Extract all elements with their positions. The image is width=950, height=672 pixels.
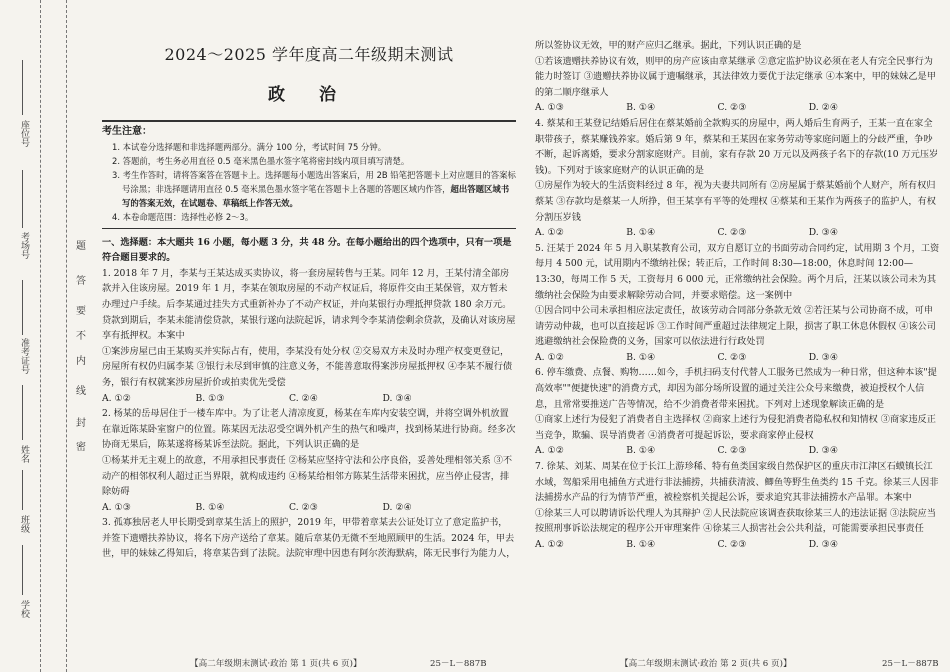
class-label: 班级: [19, 515, 29, 533]
question-stem: 所以签协议无效，甲的财产应归乙继承。据此，下列认识正确的是: [535, 40, 802, 51]
option-c[interactable]: C. ②③: [717, 539, 747, 550]
binding-line: [40, 0, 41, 672]
school-label: 学校: [19, 600, 29, 618]
notice-emphasis: 超出答题区域书写的答案无效，在试题卷、草稿纸上作答无效。: [122, 183, 510, 208]
question-3-continued: [535, 38, 940, 116]
notice-item: 4. 本卷命题范围：选择性必修 2～3。: [112, 211, 254, 222]
option-b[interactable]: B. ①④: [626, 351, 656, 363]
page-1: [102, 0, 516, 562]
page-2-code: 25－L－887B: [882, 659, 939, 669]
name-label: 姓名: [19, 445, 29, 463]
section-title: 一、选择题：本大题共 16 小题，每小题 3 分，共 48 分。在每小题给出的四个选项中，只有一项是符合题目要求的。: [102, 236, 512, 264]
option-b[interactable]: B. ①④: [626, 445, 656, 457]
option-a[interactable]: A. ①②: [535, 445, 564, 457]
notice-item: 2. 答题前，考生务必用直径 0.5 毫米黑色墨水签字笔将密封线内项目填写清楚。: [112, 155, 410, 166]
subject-title: 政 治: [268, 85, 350, 105]
question-choices: ①房屋作为较大的生活资料经过 8 年，视为夫妻共同所有 ②房屋属于蔡某婚前个人财产，所有权归蔡某 ③存款均是蔡某一人所挣，但王某享有平等的处理权 ④蔡某和王某作为两孩子的监护人，有权分割压岁钱: [535, 180, 936, 223]
question-choices: ①若该遗赠扶养协议有效，则甲的房产应该由章某继承 ②意定监护协议必须在老人有完全民事行为能力时签订 ③遗赠扶养协议属于遗嘱继承，其法律效力要优于法定继承 ④本案中，甲的妹妹乙是甲的第二顺序继承人: [535, 55, 936, 98]
answer-options: [102, 391, 516, 407]
option-a[interactable]: A. ①③: [535, 102, 564, 114]
option-c[interactable]: C. ②③: [717, 102, 747, 114]
option-c[interactable]: C. ②③: [717, 445, 747, 457]
question-6: [535, 365, 940, 459]
exam-title: 2024～2025 学年度高二年级期末测试: [164, 45, 454, 64]
seal-char: 要: [76, 306, 86, 317]
title-rule: [102, 120, 516, 122]
option-d[interactable]: D. ②④: [808, 102, 839, 114]
seal-char: 线: [76, 386, 86, 397]
option-d[interactable]: D. ③④: [808, 351, 839, 363]
option-b[interactable]: B. ①④: [626, 539, 656, 550]
question-4: [535, 116, 940, 241]
option-d[interactable]: D. ③④: [808, 445, 839, 457]
notice-item-text: 3. 考生作答时，请将答案答在答题卡上。选择题每小题选出答案后，用 2B 铅笔把答题卡上对应题目的答案标号涂黑；非选择题请用直径 0.5 毫米黑色墨水签字笔在答题卡上各题的答题区域内作答，: [112, 169, 516, 194]
option-a[interactable]: A. ①②: [535, 227, 564, 239]
name-field[interactable]: [22, 385, 23, 440]
seal-char: 密: [76, 442, 86, 453]
option-b[interactable]: B. ①④: [195, 501, 225, 513]
notice-box: [102, 124, 516, 224]
binding-strip: [0, 0, 100, 672]
option-d[interactable]: D. ③④: [808, 227, 839, 239]
answer-options: [535, 443, 940, 459]
option-a[interactable]: A. ①③: [102, 501, 131, 513]
option-d[interactable]: D. ②④: [382, 501, 412, 513]
notice-rule: [102, 228, 516, 229]
option-c[interactable]: C. ②③: [289, 501, 319, 513]
option-c[interactable]: C. ②④: [289, 392, 319, 404]
question-stem: 3. 孤寡独居老人甲长期受到章某生活上的照护，2019 年，甲带着章某去公证处订立了意定监护书，并签下遗赠扶养协议，将名下房产送给了章某。随后章某仍无微不至地照顾甲的生活。2024 年，甲去世，甲的妹妹乙得知后，将章某告到了法院。法院审理中因患有阿尔茨海默病，陈无民事行为能力人，: [102, 517, 516, 560]
admission-number-label: 准考证号: [19, 338, 29, 374]
notice-title: 考生注意：: [102, 126, 152, 137]
option-b[interactable]: B. ①④: [626, 227, 656, 239]
option-d[interactable]: D. ③④: [808, 539, 839, 550]
question-stem: 7. 徐某、刘某、周某在位于长江上游珍稀、特有鱼类国家级自然保护区的重庆市江津区石蟆镇长江水域，驾船采用电捕鱼方式进行非法捕捞，共捕获清波、鲫鱼等野生鱼类约 15 千克。徐某三人因非法捕捞水产品的行为情节严重，被检察机关提起公诉，要求追究其非法捕捞水产品罪。本案中: [535, 461, 939, 504]
question-choices: ①徐某三人可以聘请诉讼代理人为其辩护 ②人民法院应该调查获取徐某三人的违法证据 ③法院应当按照刑事诉讼法规定的程序公开审理案件 ④徐某三人损害社会公共利益，可能需要承担民事责任: [535, 507, 936, 535]
option-d[interactable]: D. ③④: [382, 392, 412, 404]
option-c[interactable]: C. ②③: [717, 227, 747, 239]
admission-number-field[interactable]: [22, 280, 23, 335]
option-b[interactable]: B. ①③: [195, 392, 225, 404]
question-2: [102, 406, 516, 515]
seat-number-field[interactable]: [22, 60, 23, 115]
notice-item: [102, 168, 516, 210]
page-2: [535, 38, 940, 553]
question-5: [535, 241, 940, 366]
page-2-footer: 【高二年级期末测试·政治 第 2 页(共 6 页)】: [620, 659, 792, 669]
seal-char: 封: [76, 418, 86, 429]
question-choices: ①杨某并无主观上的故意，不用承担民事责任 ②杨某应坚持守法和公序良俗，妥善处理相邻关系 ③不动产的相邻权利人超过正当界限，就构成违约 ④杨某给相邻方陈某生活带来困扰，应当停止侵害，排除妨碍: [102, 454, 513, 498]
option-c[interactable]: C. ②③: [717, 351, 747, 363]
question-choices: ①因合同中公司未承担相应法定责任，故该劳动合同部分条款无效 ②若汪某与公司协商不成，可申请劳动仲裁，也可以直接起诉 ③工作时间严重超过法律规定上限，损害了职工休息休假权 ④该公司逃避缴纳社会保险费的义务，国家可以依法进行行政处罚: [535, 305, 936, 348]
page-1-footer: 【高二年级期末测试·政治 第 1 页(共 6 页)】: [190, 659, 362, 669]
answer-options: [535, 100, 940, 116]
notice-item: 1. 本试卷分选择题和非选择题两部分。满分 100 分，考试时间 75 分钟。: [112, 141, 387, 152]
question-stem: 1. 2018 年 7 月，李某与王某达成买卖协议，将一套房屋转售与王某。同年 12 月，王某付清全部房款并入住该房屋。2019 年 1 月，李某在领取房屋的不动产权证后，将原件交由王某保管，双方暂未办理过户手续。后李某通过挂失方式重新补办了不动产权证，并向某银行办理抵押贷款 180 余万元。贷款到期后，李某未能清偿贷款，某银行遂向法院起诉，请求判令李某清偿剩余贷款，及确认对该房屋享有抵押权。本案中: [102, 267, 516, 342]
question-choices: ①商家上述行为侵犯了消费者自主选择权 ②商家上述行为侵犯消费者隐私权和知情权 ③商家违反正当竞争，欺骗、误导消费者 ④消费者可提起诉讼，要求商家停止侵权: [535, 414, 936, 441]
question-1: [102, 266, 516, 406]
option-a[interactable]: A. ①②: [535, 539, 564, 550]
page-1-code: 25－L－887B: [430, 659, 487, 669]
question-stem: 6. 停车缴费、点餐、购物……如今，手机扫码支付代替人工服务已然成为一种日常，但这种本该"提高效率""便捷快速"的消费方式，却因为部分场所设置的通过关注公众号来缴费，被迫授权个人信息，且常常要推送广告等情况，给不少消费者带来困扰。下列对上述现象解读正确的是: [535, 367, 937, 410]
seal-char: 不: [76, 331, 86, 342]
option-a[interactable]: A. ①②: [102, 392, 131, 404]
answer-options: [535, 537, 940, 553]
seal-char: 题: [76, 241, 86, 252]
question-stem: 2. 杨某的岳母居住于一楼车库中。为了让老人清凉度夏，杨某在车库内安装空调，并将空调外机放置在靠近陈某卧室窗户的位置。陈某因无法忍受空调外机产生的热气和噪声，找到杨某进行协商。经多次协商无果后，陈某遂将杨某诉至法院。据此，下列认识正确的是: [102, 408, 516, 451]
seal-char: 答: [76, 276, 86, 287]
seal-line: [66, 0, 67, 672]
seal-char: 内: [76, 356, 86, 367]
exam-room-label: 考场号: [19, 232, 29, 259]
option-b[interactable]: B. ①④: [626, 102, 656, 114]
seat-number-label: 座位号: [19, 120, 29, 147]
class-field[interactable]: [22, 470, 23, 510]
question-7: [535, 459, 940, 553]
school-field[interactable]: [22, 545, 23, 595]
answer-options: [535, 225, 940, 241]
question-stem: 4. 蔡某和王某登记结婚后居住在蔡某婚前全款购买的房屋中，两人婚后生育两子，王某一直在家全职带孩子，蔡某赚钱养家。婚后第 9 年，蔡某和王某因在家务劳动等家庭问题上的分歧严重，争吵不断，起诉离婚，要求分割家庭财产。目前，家有存款 20 万元以及两孩子名下的存款(10 万元压岁钱)。下列对于该家庭财产的认识正确的是: [535, 117, 939, 176]
question-3: [102, 515, 516, 562]
answer-options: [535, 350, 940, 366]
question-choices: ①案涉房屋已由王某购买并实际占有，使用，李某没有处分权 ②交易双方未及时办理产权变更登记，房屋所有权仍归属李某 ③银行未尽到审慎的注意义务，不能善意取得案涉房屋抵押权 ④李某不履行债务，银行有权就案涉房屋折价或拍卖优先受偿: [102, 345, 513, 388]
option-a[interactable]: A. ①②: [535, 351, 564, 363]
exam-room-field[interactable]: [22, 170, 23, 228]
question-stem: 5. 汪某于 2024 年 5 月入职某教育公司，双方自愿订立的书面劳动合同约定，试用期 3 个月，工资每月 4 500 元，试用期内不缴纳社保；转正后，工作时间 8:30—18:00，休息时间 12:00—13:30，每周工作 5 天，工资每月 6 000 元，正常缴纳社会保险。两个月后，汪某以该公司未为其缴纳社会保险为由要求解除劳动合同，并要求赔偿。这一案例中: [535, 242, 940, 301]
answer-options: [102, 500, 516, 516]
